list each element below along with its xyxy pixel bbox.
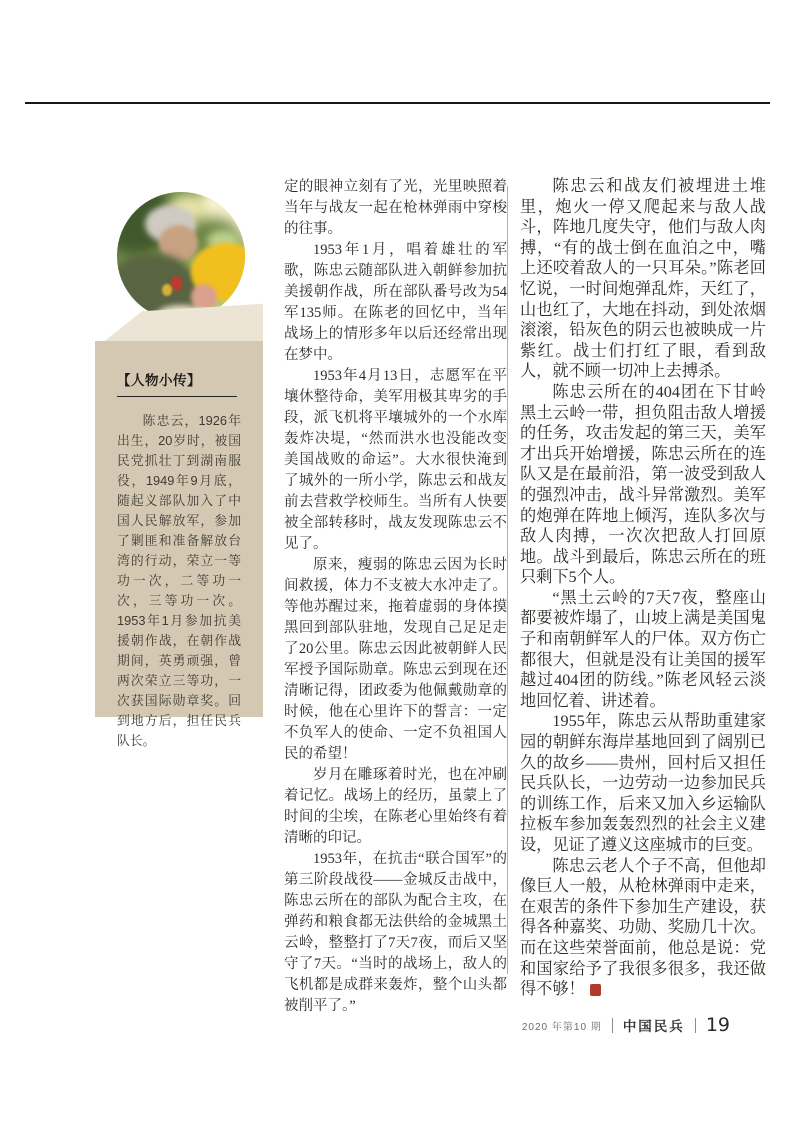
paragraph-text: 陈忠云老人个子不高，但他却像巨人一般，从枪林弹雨中走来，在艰苦的条件下参加生产建设，获得各种嘉奖、功勋、奖励几十次。而在这些荣誉面前，他总是说：党和国家给予了我很多很多，我还做得不够！ <box>520 856 766 999</box>
article-column-left <box>284 177 507 1017</box>
paragraph: 原来，瘦弱的陈忠云因为长时间救援，体力不支被大水冲走了。等他苏醒过来，拖着虚弱的身体摸黑回到部队驻地，发现自己足足走了20公里。陈忠云因此被朝鲜人民军授予国际勋章。陈忠云到现在还清晰记得，团政委为他佩戴勋章的时候，他在心里许下的誓言：一定不负军人的使命、一定不负祖国人民的希望！ <box>284 557 507 762</box>
footer-magazine-title: 中国民兵 <box>622 1019 685 1034</box>
veteran-with-child-photo <box>117 192 245 320</box>
profile-sidebar <box>95 341 263 748</box>
paragraph: “黑土云岭的7天7夜，整座山都要被炸塌了，山坡上满是美国鬼子和南朝鲜军人的尸体。双方伤亡都很大，但就是没有让美国的援军越过404团的防线。”陈老风轻云淡地回忆着、讲述着。 <box>520 588 766 710</box>
paragraph: 定的眼神立刻有了光，光里映照着当年与战友一起在枪林弹雨中穿梭的往事。 <box>284 179 507 237</box>
paragraph: 岁月在雕琢着时光，也在冲刷着记忆。战场上的经历，虽蒙上了时间的尘埃，在陈老心里始终有着清晰的印记。 <box>284 767 507 846</box>
article-column-right <box>520 176 766 1000</box>
top-rule <box>25 102 770 104</box>
photo-medal-red <box>171 276 183 290</box>
photo-medal-gold <box>162 284 172 296</box>
end-of-article-icon: 兵 <box>590 984 601 996</box>
paragraph: 1953年，在抗击“联合国军”的第三阶段战役——金城反击战中，陈忠云所在的部队为配合主攻，在弹药和粮食都无法供给的金城黑土云岭，整整打了7天7夜，而后又坚守了7天。“当时的战场上，敌人的飞机都是成群来轰炸，整个山头都被削平了。” <box>284 851 507 1014</box>
profile-box-body: 陈忠云，1926年出生，20岁时，被国民党抓壮丁到湖南服役，1949年9月底，随起义部队加入了中国人民解放军，参加了剿匪和准备解放台湾的行动，荣立一等功一次，二等功一次，三等功一次。1953年1月参加抗美援朝作战，在朝作战期间，英勇顽强，曾两次荣立三等功，一次获国际勋章奖。回到地方后，担任民兵队长。 <box>117 413 241 748</box>
paragraph: 1953年4月13日，志愿军在平壤休整待命，美军用极其卑劣的手段，派飞机将平壤城外的一个水库轰炸决堤，“然而洪水也没能改变美国战败的命运”。大水很快淹到了城外的一所小学，陈忠云和战友前去营救学校师生。当所有人快要被全部转移时，战友发现陈忠云不见了。 <box>284 368 507 552</box>
profile-box-title: 【人物小传】 <box>117 369 237 397</box>
footer-divider-1 <box>612 1018 613 1033</box>
footer-divider-2 <box>695 1018 696 1033</box>
paragraph: 陈忠云所在的404团在下甘岭黑土云岭一带，担负阻击敌人增援的任务，攻击发起的第三天，美军才出兵开始增援，陈忠云所在的连队又是在最前沿，第一波受到敌人的强烈冲击，战斗异常激烈。美军的炮弹在阵地上倾泻，连队多次与敌人肉搏，一次次把敌人打回原地。战斗到最后，陈忠云所在的班只剩下5个人。 <box>520 382 766 587</box>
paragraph: 1953年1月，唱着雄壮的军歌，陈忠云随部队进入朝鲜参加抗美援朝作战，所在部队番号改为54军135师。在陈老的回忆中，当年战场上的情形多年以后还经常出现在梦中。 <box>284 242 507 363</box>
paragraph: 陈忠云和战友们被埋进土堆里，炮火一停又爬起来与敌人战斗，阵地几度失守，他们与敌人肉搏，“有的战士倒在血泊之中，嘴上还咬着敌人的一只耳朵。”陈老回忆说，一时间炮弹乱炸，天红了，山也红了，大地在抖动，到处浓烟滚滚，铅灰色的阴云也被映成一片紫红。战士们打红了眼，看到敌人，就不顾一切冲上去搏杀。 <box>520 177 766 381</box>
last-paragraph <box>520 856 766 1000</box>
column-divider <box>507 186 508 974</box>
footer-page-number: 19 <box>705 1014 730 1036</box>
paragraph: 1955年，陈忠云从帮助重建家园的朝鲜东海岸基地回到了阔别已久的故乡——贵州，回村后又担任民兵队长，一边劳动一边参加民兵的训练工作，后来又加入乡运输队拉板车参加轰轰烈烈的社会主义建设，见证了遵义这座城市的巨变。 <box>520 712 766 854</box>
page-footer <box>522 1014 730 1036</box>
footer-issue: 2020 年第10 期 <box>521 1021 602 1033</box>
